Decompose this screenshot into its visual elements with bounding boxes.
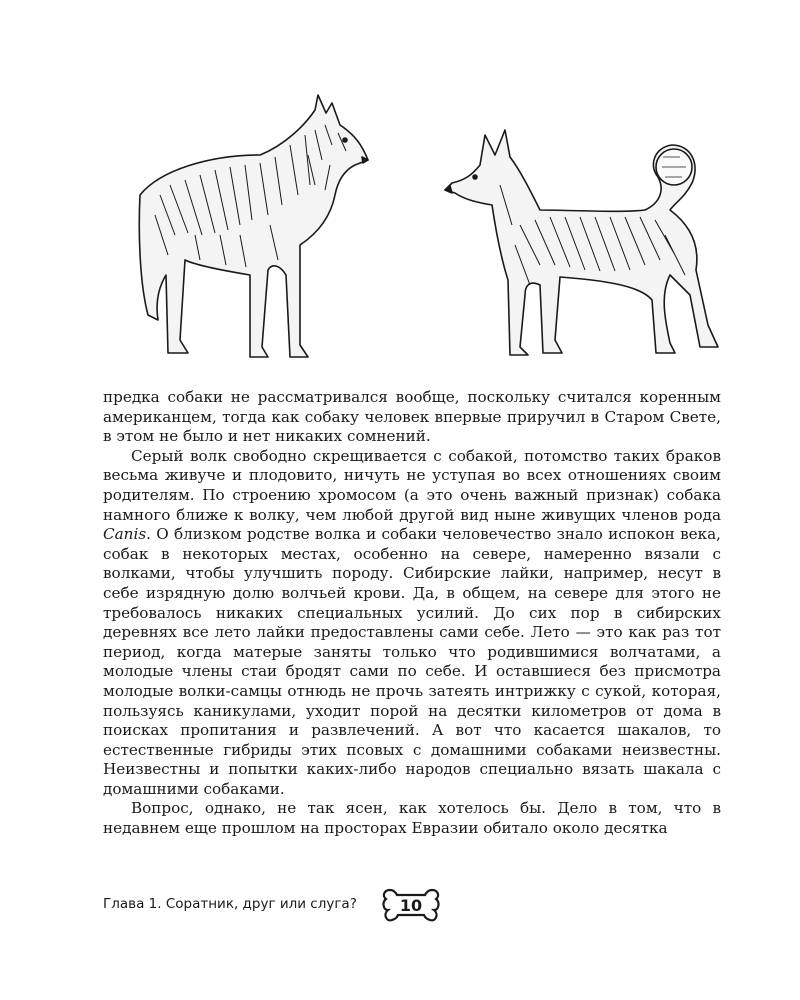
page-number-badge [380, 884, 442, 926]
wolf-drawing [139, 95, 368, 357]
paragraph: Вопрос, однако, не так ясен, как хотелось бы. Дело в том, что в недавнем еще прошлом на просторах Евразии обитало около десятка [103, 799, 721, 838]
wolf-and-dog-illustration [100, 85, 740, 375]
laika-dog-drawing [445, 130, 718, 355]
page-number: 10 [399, 895, 423, 915]
genus-name: Canis [103, 525, 147, 544]
paragraph: предка собаки не рассматривался вообще, поскольку считался коренным американцем, тогда как собаку человек впервые приручил в Старом Свете, в этом не было и нет никаких сомнений. [103, 388, 721, 446]
paragraph-text: Серый волк свободно скрещивается с собакой, потомство таких браков весьма живуче и плодовито, ничуть не уступая во всех отношениях своим родителям. По строению хромосом (а это очень важный признак) собака намного ближе к волку, чем любой другой вид ныне живущих членов рода [103, 446, 721, 524]
chapter-title: Глава 1. Соратник, друг или слуга? [103, 896, 357, 912]
paragraph-text: . О близком родстве волка и собаки человечество знало испокон века, собак в некоторых местах, особенно на севере, намеренно вязали с волками, чтобы улучшить породу. Сибирские лайки, например, несут в себе изрядную долю волчьей крови. Да, в общем, на севере для этого не требовалось никаких специальных усилий. До сих пор в сибирских деревнях все лето лайки предоставлены сами себе. Лето — это как раз тот период, когда матерые заняты только что родившимися волчатами, а молодые члены стаи бродят сами по себе. И оставшиеся без присмотра молодые волки-самцы отнюдь не прочь затеять интрижку с сукой, которая, пользуясь каникулами, уходит порой на десятки километров от дома в поисках пропитания и развлечений. А вот что касается шакалов, то естественные гибриды этих псовых с домашними собаками неизвестны. Неизвестны и попытки каких-либо народов специально вязать шакала с домашними собаками. [103, 525, 721, 798]
paragraph [103, 447, 721, 800]
body-text [103, 388, 721, 839]
